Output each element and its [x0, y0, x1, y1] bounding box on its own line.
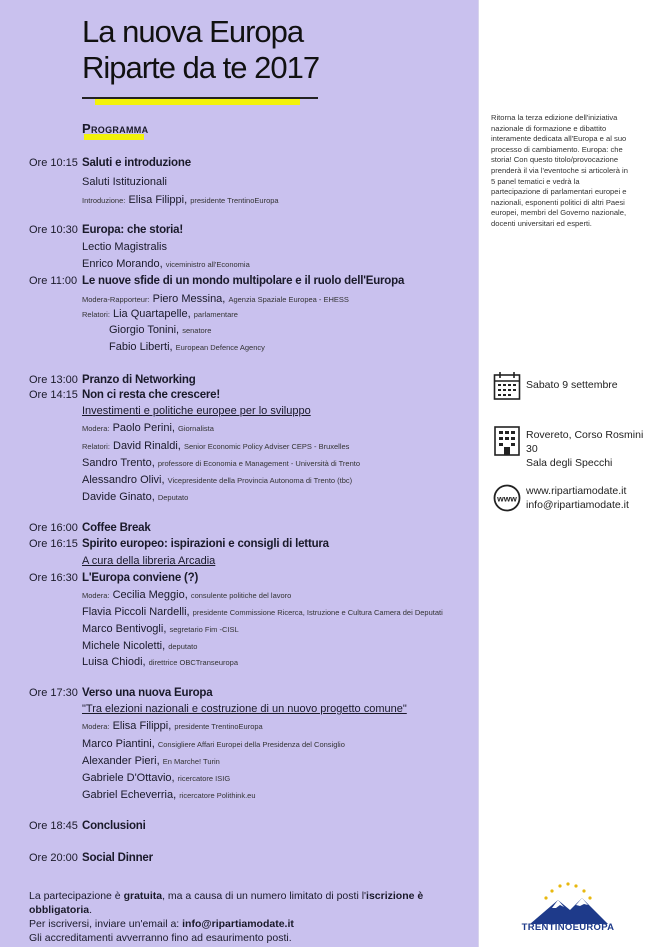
speaker-affiliation: ricercatore Polithink.eu: [179, 791, 256, 800]
speaker-affiliation: En Marche! Turin: [162, 757, 220, 766]
footer-mandatory: iscrizione è obbligatoria: [29, 890, 424, 916]
speaker-role-prefix: Relatori:: [82, 442, 110, 451]
footer-line-2: [29, 917, 469, 931]
speaker-name: Marco Piantini,: [82, 738, 155, 750]
www-icon: [493, 484, 521, 512]
speaker: [109, 341, 265, 353]
footer-text: La partecipazione è: [29, 890, 124, 902]
speaker-name: Luisa Chiodi,: [82, 656, 146, 668]
speaker-affiliation: consulente politiche del lavoro: [190, 591, 292, 600]
session-title: Verso una nuova Europa: [82, 687, 213, 699]
speaker: [82, 422, 214, 434]
speaker-name: Elisa Filippi,: [112, 720, 172, 732]
speaker-name: Sandro Trento,: [82, 457, 155, 469]
speaker: [82, 474, 352, 486]
svg-text:www: www: [497, 493, 517, 504]
speaker: [82, 293, 349, 305]
building-icon: [493, 425, 521, 457]
speaker-name: Elisa Filippi,: [128, 194, 188, 206]
speaker-name: Marco Bentivogli,: [82, 623, 167, 635]
session-title: Saluti e introduzione: [82, 157, 191, 169]
speaker-affiliation: segretario Fim -CISL: [169, 625, 239, 634]
speaker-name: David Rinaldi,: [113, 440, 181, 452]
time-label: Ore 16:30: [29, 572, 78, 584]
session-subtitle: Lectio Magistralis: [82, 241, 167, 253]
speaker: [82, 656, 238, 668]
speaker-affiliation: European Defence Agency: [175, 343, 265, 352]
speaker-role-prefix: Modera:: [82, 424, 110, 433]
speaker-role-prefix: Relatori:: [82, 310, 110, 319]
speaker-name: Fabio Liberti,: [109, 341, 173, 353]
speaker-role-prefix: Modera:: [82, 591, 110, 600]
speaker-name: Piero Messina,: [152, 293, 226, 305]
session-title: Non ci resta che crescere!: [82, 389, 220, 401]
footer-line-3: Gli accreditamenti avverranno fino ad esaurimento posti.: [29, 932, 292, 944]
session-subtitle: Investimenti e politiche europee per lo sviluppo: [82, 405, 311, 417]
footer-note: [29, 889, 469, 945]
speaker-name: Michele Nicoletti,: [82, 640, 166, 652]
speaker: [109, 324, 211, 336]
speaker: [82, 457, 360, 469]
footer-text: .: [89, 904, 93, 916]
logo-text: TRENTINOEUROPA: [521, 922, 615, 933]
speaker-role-prefix: Introduzione:: [82, 196, 126, 205]
time-label: Ore 10:15: [29, 157, 78, 169]
speaker-name: Alessandro Olivi,: [82, 474, 165, 486]
footer-free: gratuita: [123, 890, 163, 902]
speaker-affiliation: parlamentare: [193, 310, 238, 319]
programma-heading: Programma: [82, 121, 149, 136]
speaker: [82, 640, 197, 652]
title-line-1: La nuova Europa: [82, 14, 304, 49]
event-title: [82, 14, 319, 86]
speaker: [82, 623, 239, 635]
time-label: Ore 17:30: [29, 687, 78, 699]
speaker: [82, 720, 263, 732]
speaker-role-prefix: Modera:: [82, 722, 110, 731]
speaker: [82, 491, 188, 503]
session-title: Le nuove sfide di un mondo multipolare e il ruolo dell'Europa: [82, 275, 405, 287]
speaker-name: Alexander Pieri,: [82, 755, 160, 767]
speaker-affiliation: presidente Commissione Ricerca, Istruzione e Cultura Camera dei Deputati: [192, 608, 443, 617]
speaker-affiliation: presidente TrentinoEuropa: [190, 196, 279, 205]
speaker: [82, 772, 230, 784]
time-label: Ore 10:30: [29, 224, 78, 236]
speaker: [82, 755, 220, 767]
speaker-affiliation: deputato: [168, 642, 198, 651]
speaker-name: Lia Quartapelle,: [113, 308, 191, 320]
speaker-affiliation: senatore: [182, 326, 212, 335]
footer-line-1: [29, 889, 469, 917]
time-label: Ore 18:45: [29, 820, 78, 832]
trentinoeuropa-logo: [508, 878, 628, 938]
speaker: [82, 738, 345, 750]
speaker-affiliation: professore di Economia e Management - Università di Trento: [157, 459, 361, 468]
session-title: Pranzo di Networking: [82, 374, 196, 386]
session-title: Social Dinner: [82, 852, 153, 864]
speaker-name: Flavia Piccoli Nardelli,: [82, 606, 190, 618]
session-title: Conclusioni: [82, 820, 146, 832]
speaker-affiliation: viceministro all'Economia: [165, 260, 250, 269]
title-line-2: Riparte da te 2017: [82, 50, 320, 85]
contacts: [526, 484, 629, 512]
speaker: [82, 606, 443, 618]
session-subtitle: "Tra elezioni nazionali e costruzione di un nuovo progetto comune": [82, 703, 407, 715]
speaker-name: Cecilia Meggio,: [112, 589, 188, 601]
speaker-affiliation: Deputato: [157, 493, 189, 502]
speaker-role-prefix: Modera-Rapporteur:: [82, 295, 150, 304]
session-title: Spirito europeo: ispirazioni e consigli di lettura: [82, 538, 329, 550]
session-title: L'Europa conviene (?): [82, 572, 199, 584]
footer-email-link[interactable]: info@ripartiamodate.it: [182, 918, 294, 930]
speaker-affiliation: Giornalista: [178, 424, 214, 433]
speaker: [82, 589, 291, 601]
venue-room: Sala degli Specchi: [526, 457, 613, 469]
calendar-icon: [493, 371, 521, 401]
session-subtitle: A cura della libreria Arcadia: [82, 555, 216, 567]
footer-text: Per iscriversi, inviare un'email a:: [29, 918, 183, 930]
speaker-affiliation: Vicepresidente della Provincia Autonoma di Trento (tbc): [167, 476, 353, 485]
speaker: [82, 308, 238, 320]
speaker-name: Paolo Perini,: [112, 422, 175, 434]
time-label: Ore 16:15: [29, 538, 78, 550]
speaker-affiliation: Consigliere Affari Europei della Presidenza del Consiglio: [157, 740, 345, 749]
speaker-name: Gabriele D'Ottavio,: [82, 772, 175, 784]
speaker-affiliation: Agenzia Spaziale Europea - EHESS: [228, 295, 349, 304]
intro-text: Ritorna la terza edizione dell'iniziativa nazionale di formazione e dibattito interamente dedicata all'Europa e al suo processo di cambiamento. Europa: che storia! Con questo titolo/provocazione prenderà il via l'eventoche si articolerà in 5 panel tematici e vedrà la partecipazione di parlamentari europei e nazionali, esponenti politici di altri Paesi europei, membri del Governo nazionale, docenti universitari ed esperti.: [491, 113, 628, 228]
speaker-name: Giorgio Tonini,: [109, 324, 180, 336]
venue-address: Rovereto, Corso Rosmini 30: [526, 429, 644, 455]
time-label: Ore 11:00: [29, 275, 78, 287]
event-venue: [526, 428, 645, 470]
session-subtitle: Saluti Istituzionali: [82, 176, 167, 188]
event-date: Sabato 9 settembre: [526, 379, 618, 391]
speaker: [82, 789, 256, 801]
speaker: [82, 194, 279, 206]
speaker-affiliation: direttrice OBCTranseuropa: [148, 658, 238, 667]
speaker-affiliation: ricercatore ISIG: [177, 774, 231, 783]
speaker-name: Enrico Morando,: [82, 258, 163, 270]
speaker-affiliation: presidente TrentinoEuropa: [174, 722, 263, 731]
session-title: Coffee Break: [82, 522, 151, 534]
speaker: [82, 258, 250, 270]
speaker-name: Davide Ginato,: [82, 491, 155, 503]
footer-text: , ma a causa di un numero limitato di posti l': [162, 890, 367, 902]
speaker-affiliation: Senior Economic Policy Adviser CEPS - Bruxelles: [183, 442, 350, 451]
speaker: [82, 440, 349, 452]
time-label: Ore 14:15: [29, 389, 78, 401]
speaker-name: Gabriel Echeverria,: [82, 789, 177, 801]
session-title: Europa: che storia!: [82, 224, 183, 236]
time-label: Ore 13:00: [29, 374, 78, 386]
website-link[interactable]: www.ripartiamodate.it: [526, 485, 627, 497]
time-label: Ore 20:00: [29, 852, 78, 864]
title-highlight: [95, 99, 300, 105]
email-link[interactable]: info@ripartiamodate.it: [526, 499, 629, 511]
time-label: Ore 16:00: [29, 522, 78, 534]
